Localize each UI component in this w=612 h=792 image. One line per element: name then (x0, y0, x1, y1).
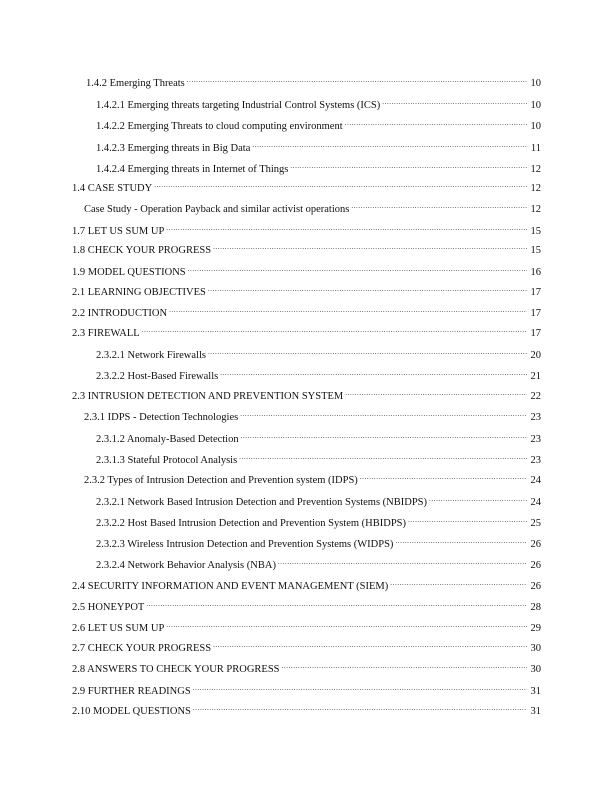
toc-entry[interactable] (96, 344, 541, 361)
toc-entry-page: 31 (530, 686, 541, 697)
toc-entry-page: 21 (530, 371, 541, 382)
toc-entry[interactable] (96, 512, 541, 529)
dot-leader (193, 700, 527, 714)
toc-entry[interactable] (96, 158, 541, 175)
toc-entry-page: 15 (530, 226, 541, 237)
toc-entry-label: 2.3.2.2 Host Based Intrusion Detection and Prevention System (HBIDPS) (96, 518, 407, 529)
dot-leader (142, 322, 527, 336)
toc-entry[interactable] (84, 469, 541, 486)
toc-entry-label: 1.4.2.3 Emerging threats in Big Data (96, 143, 251, 154)
toc-entry[interactable] (72, 177, 541, 194)
toc-entry-page: 16 (530, 267, 541, 278)
dot-leader (390, 575, 527, 589)
dot-leader (169, 302, 527, 316)
toc-entry-label: 1.7 LET US SUM UP (72, 226, 165, 237)
toc-entry-page: 12 (530, 183, 541, 194)
toc-entry-page: 30 (530, 664, 541, 675)
toc-entry-label: 2.3.1.2 Anomaly-Based Detection (96, 434, 239, 445)
toc-entry[interactable] (72, 680, 541, 697)
toc-entry-label: 2.3.2.1 Network Firewalls (96, 350, 206, 361)
toc-entry[interactable] (96, 365, 541, 382)
dot-leader (146, 596, 527, 610)
toc-entry[interactable] (72, 617, 541, 634)
dot-leader (220, 365, 527, 379)
dot-leader (290, 158, 527, 172)
toc-entry-label: 2.3 FIREWALL (72, 328, 140, 339)
dot-leader (395, 533, 527, 547)
toc-entry-page: 23 (530, 412, 541, 423)
toc-entry-page: 25 (530, 518, 541, 529)
toc-entry[interactable] (72, 575, 541, 592)
toc-entry-page: 23 (530, 434, 541, 445)
toc-entry-label: 2.4 SECURITY INFORMATION AND EVENT MANAGEMENT (SIEM) (72, 581, 389, 592)
dot-leader (278, 554, 527, 568)
toc-entry-page: 30 (530, 643, 541, 654)
toc-entry-label: 2.7 CHECK YOUR PROGRESS (72, 643, 212, 654)
toc-entry-label: 2.3.2.1 Network Based Intrusion Detection and Prevention Systems (NBIDPS) (96, 497, 428, 508)
toc-entry[interactable] (96, 94, 541, 111)
dot-leader (239, 449, 527, 463)
toc-entry[interactable] (84, 406, 541, 423)
toc-entry-page: 12 (530, 204, 541, 215)
toc-entry-label: 2.3.2.4 Network Behavior Analysis (NBA) (96, 560, 276, 571)
toc-entry-label: 2.6 LET US SUM UP (72, 623, 165, 634)
toc-entry-label: 2.1 LEARNING OBJECTIVES (72, 287, 206, 298)
toc-entry[interactable] (72, 658, 541, 675)
dot-leader (208, 344, 527, 358)
toc-entry-page: 10 (530, 78, 541, 89)
toc-entry[interactable] (72, 637, 541, 654)
dot-leader (241, 428, 527, 442)
toc-entry-page: 11 (530, 143, 541, 154)
toc-entry-page: 22 (530, 391, 541, 402)
toc-entry-page: 28 (530, 602, 541, 613)
toc-entry-label: 1.4.2.2 Emerging Threats to cloud computing environment (96, 121, 343, 132)
dot-leader (408, 512, 527, 526)
toc-entry[interactable] (96, 137, 541, 154)
dot-leader (193, 680, 527, 694)
dot-leader (345, 115, 527, 129)
dot-leader (360, 469, 527, 483)
dot-leader (154, 177, 527, 191)
toc-entry[interactable] (72, 302, 541, 319)
toc-entry-label: 1.9 MODEL QUESTIONS (72, 267, 186, 278)
dot-leader (187, 72, 527, 86)
toc-entry-label: 2.3.2.3 Wireless Intrusion Detection and Prevention Systems (WIDPS) (96, 539, 394, 550)
toc-entry-page: 26 (530, 581, 541, 592)
toc-entry[interactable] (72, 239, 541, 256)
toc-entry-label: 2.5 HONEYPOT (72, 602, 145, 613)
toc-entry-page: 24 (530, 497, 541, 508)
dot-leader (382, 94, 527, 108)
toc-entry-label: 2.3.2.2 Host-Based Firewalls (96, 371, 219, 382)
toc-entry-label: 1.4.2.4 Emerging threats in Internet of Things (96, 164, 289, 175)
toc-entry-label: 1.4 CASE STUDY (72, 183, 153, 194)
toc-entry[interactable] (72, 596, 541, 613)
toc-entry-page: 31 (530, 706, 541, 717)
toc-entry-page: 26 (530, 560, 541, 571)
dot-leader (213, 239, 527, 253)
toc-entry-page: 10 (530, 100, 541, 111)
dot-leader (240, 406, 527, 420)
toc-entry-label: 1.4.2 Emerging Threats (86, 78, 185, 89)
toc-entry[interactable] (72, 322, 541, 339)
toc-entry-page: 26 (530, 539, 541, 550)
toc-entry[interactable] (96, 554, 541, 571)
dot-leader (166, 617, 527, 631)
toc-entry[interactable] (72, 385, 541, 402)
toc-entry-page: 10 (530, 121, 541, 132)
dot-leader (188, 261, 527, 275)
toc-entry-label: 1.4.2.1 Emerging threats targeting Industrial Control Systems (ICS) (96, 100, 381, 111)
toc-entry-label: 2.8 ANSWERS TO CHECK YOUR PROGRESS (72, 664, 280, 675)
toc-entry[interactable] (72, 220, 541, 237)
toc-entry-page: 12 (530, 164, 541, 175)
toc-entry-page: 20 (530, 350, 541, 361)
toc-entry-label: 2.10 MODEL QUESTIONS (72, 706, 191, 717)
toc-entry-page: 15 (530, 245, 541, 256)
dot-leader (252, 137, 527, 151)
dot-leader (351, 198, 527, 212)
toc-entry[interactable] (86, 72, 541, 89)
toc-entry-label: 2.3 INTRUSION DETECTION AND PREVENTION SYSTEM (72, 391, 344, 402)
toc-entry[interactable] (96, 115, 541, 132)
toc-entry[interactable] (96, 533, 541, 550)
toc-entry-label: 2.3.1.3 Stateful Protocol Analysis (96, 455, 238, 466)
toc-entry[interactable] (72, 700, 541, 717)
dot-leader (166, 220, 527, 234)
dot-leader (282, 658, 527, 672)
dot-leader (345, 385, 527, 399)
toc-entry-page: 23 (530, 455, 541, 466)
dot-leader (429, 491, 527, 505)
toc-entry-page: 29 (530, 623, 541, 634)
toc-entry-label: 2.9 FURTHER READINGS (72, 686, 191, 697)
toc-entry[interactable] (84, 198, 541, 215)
toc-entry[interactable] (72, 281, 541, 298)
toc-entry[interactable] (96, 428, 541, 445)
toc-entry[interactable] (96, 449, 541, 466)
toc-entry[interactable] (96, 491, 541, 508)
toc-entry-label: 2.3.2 Types of Intrusion Detection and Prevention system (IDPS) (84, 475, 358, 486)
toc-entry-page: 17 (530, 308, 541, 319)
dot-leader (213, 637, 527, 651)
toc-entry-label: 1.8 CHECK YOUR PROGRESS (72, 245, 212, 256)
toc-entry-label: 2.2 INTRODUCTION (72, 308, 168, 319)
toc-entry-page: 17 (530, 328, 541, 339)
toc-entry[interactable] (72, 261, 541, 278)
dot-leader (208, 281, 527, 295)
toc-entry-page: 17 (530, 287, 541, 298)
toc-entry-page: 24 (530, 475, 541, 486)
toc-entry-label: Case Study - Operation Payback and similar activist operations (84, 204, 350, 215)
toc-entry-label: 2.3.1 IDPS - Detection Technologies (84, 412, 239, 423)
